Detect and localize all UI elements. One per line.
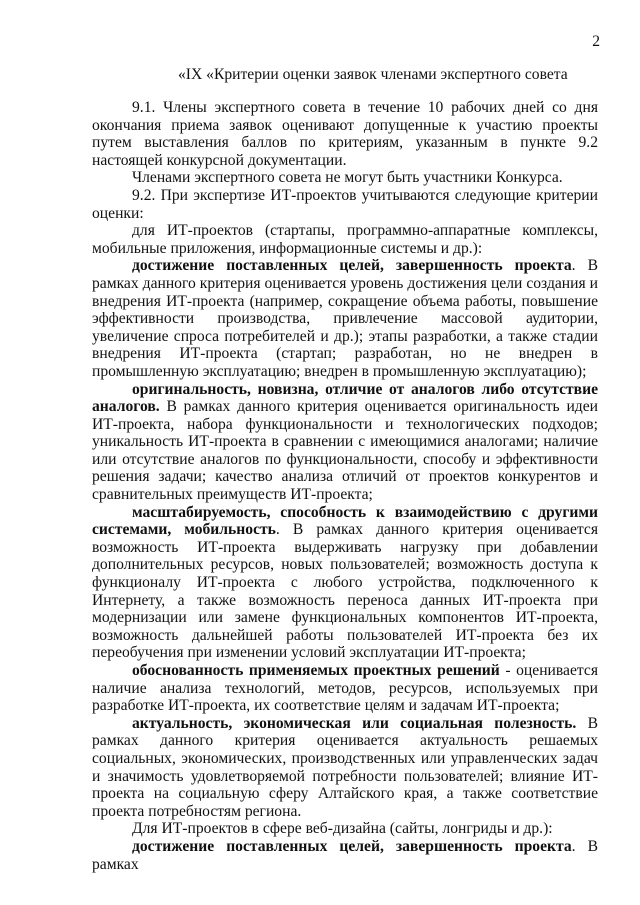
paragraph	[92, 187, 598, 222]
paragraph	[92, 715, 598, 821]
paragraph-text: для ИТ-проектов (стартапы, программно-аппаратные комплексы, мобильные приложения, информационные системы и др.):	[92, 222, 598, 257]
paragraph-text: . В рамках данного критерия оценивается уровень достижения цели создания и внедрения ИТ-проекта (например, сокращение объема работы, повышение эффективности производства, привлечение массовой аудитории, увеличение спроса потребителей и др.); этапы разработки, а также стадии внедрения ИТ-проекта (стартап; разработан, но не внедрен в промышленную эксплуатацию; внедрен в промышленную эксплуатацию);	[92, 257, 598, 380]
paragraph-text: Для ИТ-проектов в сфере веб-дизайна (сайты, лонгриды и др.):	[132, 820, 553, 838]
paragraph	[92, 662, 598, 715]
paragraph-bold: масштабируемость, способность к взаимодействию с другими системами, мобильность	[92, 503, 598, 539]
paragraph-bold: актуальность, экономическая или социальная полезность.	[132, 714, 577, 732]
paragraph	[92, 222, 598, 257]
paragraph-text: - оценивается наличие анализа технологий, методов, ресурсов, используемых при разработке ИТ-проекта, их соответствие целям и задачам ИТ-проекта;	[92, 662, 598, 715]
paragraph-text: В рамках данного критерия оценивается актуальность решаемых социальных, экономических, производственных или управленческих задач и значимость удовлетворяемой потребности пользователей; влияние ИТ-проекта на социальную сферу Алтайского края, а также соответствие проекта потребностям региона.	[92, 714, 598, 820]
paragraph-bold: достижение поставленных целей, завершенность проекта	[132, 257, 572, 275]
paragraph-text: . В рамках	[92, 837, 598, 873]
paragraph	[92, 820, 598, 838]
paragraph	[92, 381, 598, 504]
paragraph	[92, 99, 598, 169]
paragraph-text: В рамках данного критерия оценивается оригинальность идеи ИТ-проекта, набора функциональности и технологических подходов; уникальность ИТ-проекта в сравнении с имеющимися аналогами; наличие или отсутствие аналогов по функциональности, способу и эффективности решения задачи; качество анализа отличий от проектов конкурентов и сравнительных преимуществ ИТ-проекта;	[92, 398, 598, 504]
paragraph-bold: оригинальность, новизна, отличие от аналогов либо отсутствие аналогов.	[92, 380, 598, 416]
paragraph	[92, 838, 598, 873]
document-body	[92, 99, 598, 873]
paragraph-bold: обоснованность применяемых проектных решений	[132, 662, 500, 679]
section-title: «IX «Критерии оценки заявок членами экспертного совета	[178, 66, 568, 83]
paragraph	[92, 257, 598, 380]
page-number: 2	[592, 33, 600, 50]
paragraph	[92, 169, 598, 187]
paragraph-text: 9.2. При экспертизе ИТ-проектов учитываются следующие критерии оценки:	[92, 186, 598, 222]
paragraph-text: 9.1. Члены экспертного совета в течение 10 рабочих дней со дня окончания приема заявок оценивают допущенные к участию проекты путем выставления баллов по критериям, указанным в пункте 9.2 настоящей конкурсной документации.	[92, 99, 598, 169]
paragraph-text: . В рамках данного критерия оценивается возможность ИТ-проекта выдерживать нагрузку при добавлении дополнительных ресурсов, новых пользователей; возможность доступа к функционалу ИТ-проекта с любого устройства, подключенного к Интернету, а также возможность переноса данных ИТ-проекта при модернизации или замене функциональных компонентов ИТ-проекта, возможность дальнейшей работы пользователей ИТ-проекта без их переобучения при изменении условий эксплуатации ИТ-проекта;	[92, 521, 598, 662]
paragraph	[92, 504, 598, 662]
paragraph-bold: достижение поставленных целей, завершенность проекта	[132, 837, 572, 855]
paragraph-text: Членами экспертного совета не могут быть участники Конкурса.	[132, 169, 563, 187]
